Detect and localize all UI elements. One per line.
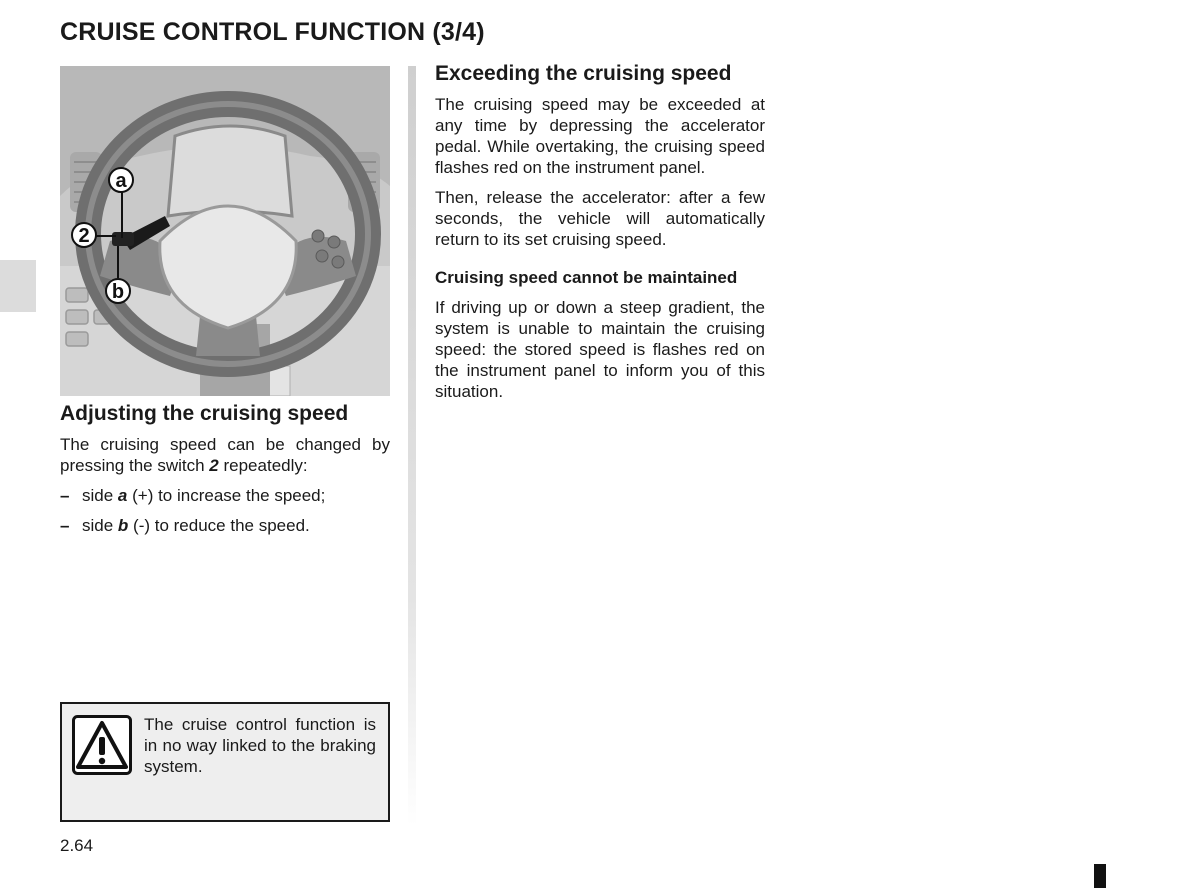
page-title: CRUISE CONTROL FUNCTION (3/4)	[60, 18, 485, 46]
adjusting-speed-intro	[60, 434, 390, 476]
callout-b-label: b	[111, 281, 125, 303]
exceeding-speed-heading: Exceeding the cruising speed	[435, 62, 732, 85]
list-item-text-end: (-) to reduce the speed.	[128, 516, 310, 535]
warning-triangle-icon	[72, 715, 132, 775]
adjusting-speed-heading: Adjusting the cruising speed	[60, 402, 349, 425]
warning-text: The cruise control function is in no way linked to the braking system.	[144, 715, 376, 776]
list-dash: –	[60, 516, 70, 535]
right-column	[435, 62, 765, 402]
callout-2-label: 2	[78, 225, 90, 247]
callout-b	[106, 279, 130, 303]
page-number: 2.64	[60, 836, 94, 855]
column-divider	[408, 66, 416, 826]
steering-wheel-illustration	[60, 66, 390, 396]
callout-2	[72, 223, 96, 247]
switch-ref: 2	[209, 456, 219, 475]
intro-text: The cruising speed can be changed by pressing the switch	[60, 435, 390, 475]
callout-a-label: a	[115, 170, 127, 192]
list-item	[60, 515, 390, 536]
corner-mark	[1094, 864, 1106, 888]
list-dash: –	[60, 486, 70, 505]
list-item-text-end: (+) to increase the speed;	[127, 486, 326, 505]
side-ref: a	[117, 486, 128, 505]
left-column	[60, 402, 390, 536]
release-accelerator-paragraph: Then, release the accelerator: after a few seconds, the vehicle will automatically return to its set cruising speed.	[435, 188, 765, 249]
exceeding-speed-paragraph: The cruising speed may be exceeded at any time by depressing the accelerator pedal. While overtaking, the cruising speed flashes red on the instrument panel.	[435, 95, 765, 177]
gradient-paragraph: If driving up or down a steep gradient, the system is unable to maintain the cruising speed: the stored speed is flashes red on the instrument panel to inform you of this situation.	[435, 298, 765, 401]
list-item	[60, 485, 390, 506]
speed-options-list	[60, 485, 390, 536]
list-item-text: side	[82, 516, 118, 535]
callout-a	[109, 168, 133, 192]
callout-lines	[60, 66, 390, 396]
chapter-tab	[0, 260, 36, 312]
warning-box	[60, 702, 390, 822]
side-ref: b	[117, 516, 129, 535]
intro-text-end: repeatedly:	[218, 456, 308, 475]
cannot-maintain-heading: Cruising speed cannot be maintained	[435, 268, 738, 287]
list-item-text: side	[82, 486, 118, 505]
